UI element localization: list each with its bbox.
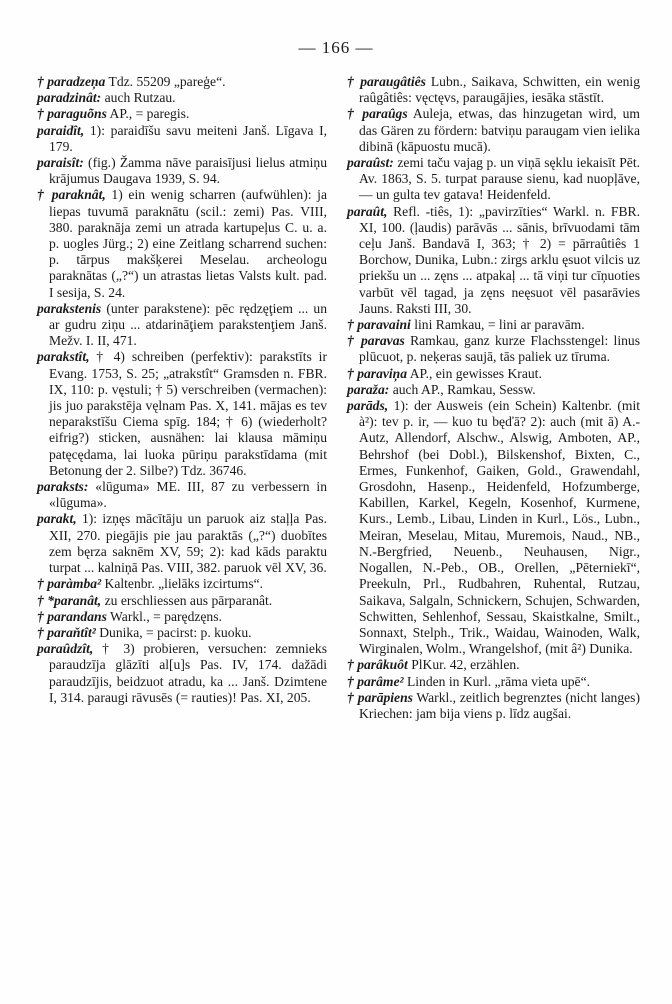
entry-headword: † parâme² — [347, 673, 404, 689]
entry-text: 1): paraidīšu savu meiteni Janš. Līgava I, 179. — [49, 122, 327, 154]
dictionary-entry — [347, 155, 640, 204]
dictionary-entry — [347, 204, 640, 317]
entry-text: Lubn., Saikava, Schwitten, ein wenig raûgâtiês: vęctęvs, paraugājies, iesāka stāstīt. — [359, 74, 640, 106]
dictionary-entry — [37, 576, 327, 592]
entry-headword: paraûdzît, — [37, 641, 94, 657]
entry-text: (unter parakstene): pēc rędzęţiem ... un ar gudru ziņu ... atdarināţiem parakstenţiem Janš. Mežv. I. II, 471. — [49, 300, 327, 349]
entry-headword: † parandans — [37, 608, 107, 624]
dictionary-entry — [37, 90, 327, 106]
entry-text: lini Ramkau, = lini ar paravām. — [410, 317, 585, 333]
entry-headword: paraksts: — [37, 479, 89, 495]
entry-headword: † paraûgs — [347, 106, 408, 122]
entry-text: Warkl., zeitlich begrenztes (nicht langes) Kriechen: jam bija viens p. līdz augšai. — [359, 689, 640, 721]
entry-headword: † paraugâtiês — [347, 74, 426, 89]
entry-text: † 4) schreiben (perfektiv): parakstīts ir Evang. 1753, S. 25; „atrakstît“ Gramsden n. FBR. IX, 110: p. vęstuli; † 5) verschreiben (vermachen): jis juo parakstēja vęlnam Pas. X, 141. mājas es tev neparakstīšu Ciema spīg. 184; † 6) (wiederholt? eifrig?) sticken, ausnähen: lai klausa māmiņu patęcędama, lai luoka pūriņu parakstīdama (mit Betonung der 2. Silbe?) Tdz. 36746. — [49, 349, 327, 478]
entry-text: AP., = paregis. — [106, 106, 190, 122]
entry-text: Ramkau, ganz kurze Flachsstengel: linus plūcuot, p. neķeras saujā, tās paliek uz tīruma. — [359, 333, 640, 365]
entry-text: Auleja, etwas, das hinzugetan wird, um das Gären zu fördern: batviņu paraugam vien ielika dibinā (kāpuostu mucā). — [359, 106, 640, 154]
entry-headword: parāds, — [347, 398, 389, 414]
dictionary-entry — [347, 366, 640, 382]
dictionary-entry — [37, 123, 327, 155]
dictionary-entry — [37, 349, 327, 479]
entry-headword: † paravas — [347, 333, 405, 349]
entry-headword: † paraňtît² — [37, 624, 96, 640]
dictionary-entry — [347, 674, 640, 690]
dictionary-entry — [347, 333, 640, 365]
dictionary-entry — [37, 511, 327, 576]
entry-headword: parakt, — [37, 511, 77, 527]
entry-headword: paraût, — [347, 203, 388, 219]
entry-text: Kaltenbr. „lielāks izcirtums“. — [101, 576, 264, 592]
entry-text: Dunika, = pacirst: p. kuoku. — [95, 624, 252, 640]
entry-text: auch AP., Ramkau, Sessw. — [389, 381, 536, 397]
dictionary-entry — [37, 641, 327, 706]
entry-headword: parakstenis — [37, 300, 102, 316]
page-number: — 166 — — [298, 38, 374, 57]
right-column — [347, 74, 640, 722]
dictionary-entry — [37, 625, 327, 641]
entry-text: AP., ein gewisses Kraut. — [407, 365, 542, 381]
left-column — [37, 74, 327, 706]
entry-text: «lūguma» ME. III, 87 zu verbessern in «lūguma». — [49, 479, 327, 511]
entry-text: 1): izņęs mācītāju un paruok aiz staļļa Pas. XII, 270. piegājis pie jau paraktās („?“) duobītes zem bęrza saknēm XV, 59; 2): kad kāds paraktu turpat ... kalniņā Pas. VIII, 382. paruok vēl XV, 36. — [49, 511, 327, 576]
entry-headword: paraisît: — [37, 155, 84, 171]
entry-headword: paraûst: — [347, 155, 394, 171]
dictionary-entry — [347, 317, 640, 333]
entry-headword: † paraknât, — [37, 187, 106, 203]
entry-text: 1): der Ausweis (ein Schein) Kaltenbr. (mit à²): tev p. ir, — kuo tu bęďā? 2): auch (mit ā) A.-Autz, Allendorf, Alschw., Alswig, Amboten, AP., Behrshof (bei Dobl.), Bilskenshof, Bixten, C., Ermes, Funkenhof, Gaiken, Gold., Grawendahl, Grosdohn, Hasenp., Heidenfeld, Hofzumberge, Kabillen, Karkel, Kegeln, Kosenhof, Kurmene, Kurs., Lemb., Libau, Linden in Kurl., Lös., Lubn., Meiran, Meselau, Mitau, Muremois, Naud., NB., N.-Bergfried, Neuenb., Neuhausen, Nigr., Nogallen, N.-Peb., OB., Orellen, „Pēterniekī“, Preekuln, Prl., Rudbahren, Ruhental, Rutzau, Saikava, Salgaln, Schnickern, Schujen, Schwarden, Schwitten, Sehlenhof, Sessau, Skaistkalne, Smilt., Sonnaxt, Stelph., Trik., Waidau, Wainoden, Walk, Wirginalen, Wolm., Wrangelshof, (mit â²) Dunika. — [359, 398, 640, 657]
dictionary-entry — [347, 382, 640, 398]
entry-text: † 3) probieren, versuchen: zemnieks paraudzīja glāzīti al[u]s Pas. IV, 174. dažādi paraudzījis, beidzuot atradu, ka ... Janš. Dzimtene I, 314. paraugi rāvusēs (= rauties)! Pas. XI, 205. — [49, 641, 327, 705]
entry-headword: † paravaini — [347, 317, 411, 333]
dictionary-entry — [37, 301, 327, 350]
entry-text: Refl. -tiês, 1): „pavirzīties“ Warkl. n. FBR. XI, 100. (ļaudis) parāvās ... sānis, brīvuodami tām ceļu Janš. Bandavā I, 363; † 2) = pārraûtiês 1 Borchow, Dunika, Lubn.: zirgs arklu ęsuot vilcis uz priekšu un ... zęns ... atpakaļ ... tā viņi tur cīņuoties varbūt vēl tagad, ja zęns neęsuot vēl pasarāvies Jauns. Raksti III, 30. — [359, 203, 640, 316]
entry-text: Tdz. 55209 „pareģe“. — [105, 74, 226, 89]
dictionary-entry — [347, 398, 640, 657]
entry-headword: † parāpiens — [347, 689, 413, 705]
dictionary-entry — [37, 74, 327, 90]
dictionary-entry — [347, 106, 640, 155]
entry-headword: † *paranât, — [37, 592, 102, 608]
dictionary-entry — [347, 690, 640, 722]
dictionary-entry — [37, 106, 327, 122]
dictionary-entry — [347, 74, 640, 106]
entry-text: zu erschliessen aus pārparanât. — [101, 592, 273, 608]
dictionary-entry — [37, 187, 327, 300]
entry-text: auch Rutzau. — [101, 90, 176, 106]
dictionary-entry — [37, 155, 327, 187]
entry-headword: † paràmba² — [37, 576, 102, 592]
entry-text: Linden in Kurl. „rāma vieta upē“. — [403, 673, 591, 689]
dictionary-entry — [37, 479, 327, 511]
entry-text: zemi taču vajag p. un viņā sęklu iekaisīt Pēt. Av. 1863, S. 5. turpat parause sienu, kad nuopļāve, — un gulta tev gatava! Heidenfeld. — [359, 155, 640, 203]
entry-headword: † paradzeņa — [37, 74, 106, 89]
dictionary-entry — [37, 593, 327, 609]
entry-text: 1) ein wenig scharren (aufwühlen): ja liepas tuvumā paraknātu (scil.: zemi) Pas. VIII, 380. paraknāja zemi un atrada kartupeļus C. u. a. p. uogles Jürg.; 2) eine Zeitlang scharrend suchen: p. tārpus makšķerei Meselau. archeologu paraknātas („?“) un atrastas lietas Valsts kult. pad. I sesija, S. 24. — [49, 187, 327, 300]
entry-text: (fig.) Žamma nāve paraisījusi lielus atmiņu krājumus Daugava 1939, S. 94. — [49, 155, 327, 187]
entry-headword: paradzinât: — [37, 90, 102, 106]
entry-text: PlKur. 42, erzählen. — [407, 657, 520, 673]
entry-headword: paraža: — [347, 381, 390, 397]
entry-headword: paraidît, — [37, 122, 85, 138]
dictionary-entry — [37, 609, 327, 625]
dictionary-entry — [347, 657, 640, 673]
entry-text: Warkl., = parędzęns. — [106, 608, 222, 624]
entry-headword: parakstît, — [37, 349, 90, 365]
entry-headword: † parâkuôt — [347, 657, 408, 673]
entry-headword: † paraviņa — [347, 365, 408, 381]
entry-headword: † paraguõns — [37, 106, 107, 122]
